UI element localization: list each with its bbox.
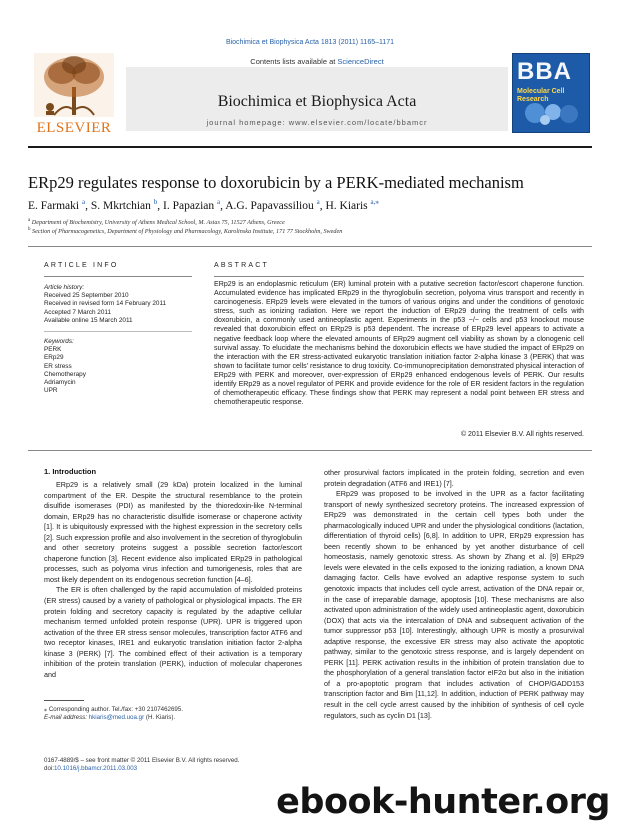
doi-line: doi:10.1016/j.bbamcr.2011.03.003: [44, 765, 138, 772]
history-label: Article history:: [44, 284, 85, 291]
keyword: Chemotherapy: [44, 370, 86, 378]
footnote-rule: [44, 700, 84, 701]
issn-line: 0167-4889/$ – see front matter © 2011 Elsevier B.V. All rights reserved.: [44, 757, 240, 764]
abstract-text: ERp29 is an endoplasmic reticulum (ER) luminal protein with a putative secretion factor/escort chaperone function. Accumulated evidence has implicated ERp29 in the thyroglobulin secretion, polyoma virus transport and recently in carcinogenesis. ERp29 levels were elevated in the tumors of various origins and under the conditions of genotoxic stress, such as ionizing radiation. Here we report the induction of ERp29 during the treatment of cells with doxorubicin, a commonly used antineoplastic agent. Experiments in the p53 −/− cells and p53 knockout mouse revealed that doxorubicin effect on ERp29 is p53 dependent. The increase of ERp29 level appears to activate a negative feedback loop where the elevated amounts of ERp29 augment cell viability as shown by a clonogenic cell survival assay. To elucidate the mechanisms behind the doxorubicin effects we have studied the impact of ERp29 on the interaction with the ER stress-activated eukaryotic translation initiation factor 2-alpha kinase 3 (PERK) that was shown to facilitate tumor cells' resistance to drug toxicity. Co-immunoprecipitation demonstrated physical interaction of ERp29 with PERK and moreover, over-expression of ERp29 enhanced endogenous levels of PERK. Our results identify ERp29 as a novel regulator of PERK and provide evidence for the role of ER resident factors in the regulation of chemotherapeutic efficacy. These findings show that PERK may represent a nodal point between ER stress and chemotherapeutic response.: [214, 280, 584, 407]
contents-line: [126, 57, 508, 66]
affiliation: $^a$ Department of Biochemistry, University of Athens Medical School, M. Asias 75, 11527 Athens, Greece: [28, 218, 285, 227]
abstract-heading: ABSTRACT: [214, 262, 269, 269]
journal-cover-thumbnail[interactable]: [512, 53, 590, 133]
journal-header-center: [126, 53, 508, 139]
author: S. Mkrtchian: [90, 199, 151, 212]
article-info-heading: ARTICLE INFO: [44, 262, 119, 269]
sciencedirect-link[interactable]: ScienceDirect: [337, 57, 384, 66]
affiliation-marker: b: [28, 227, 31, 232]
paragraph: ERp29 was proposed to be involved in the UPR as a factor facilitating transport of newly synthesized secretory proteins. The increased expression of ERp29 was demonstrated in the certain cell types both under the pharmacologically induced UPR and under the physiological conditions (lactation, differentiation of thyroid cells) [6,8]. In addition to UPR, ERp29 expression has been recently shown to be enhanced by yet another disturbance of cell homeostasis, namely genotoxic stress. As shown by Zhang et al. [9] ERp29 levels were elevated in the cells exposed to the ionizing radiation, a known DNA damaging factor. Cells have evolved an adaptive response system to such genotoxic impacts that includes cell cycle arrest, activation of the DNA repair or, in the case of irreparable damage, apoptosis [10]. These mechanisms are also activated upon administration of the widely used antineoplastic agent, doxorubicin (DOX) that acts via the intercalation of DNA and subsequent activation of the tumor suppressor p53 [10]. Interestingly, although UPR is mostly a prosurvival adaptive response, the excessive ER stress may also activate the apoptotic pathway, similar to the genotoxic stress response, and is largely dependent on PERK [11]. PERK activation results in the inhibition of protein translation due to the phosphorylation of a general translation factor eIF2α but also in the initiation of a pro-apoptotic program that includes activation of CHOP/GADD153 transcription factor and Bim [11,12]. In addition, induction of PERK pathway may result in the cell cycle arrest caused by the inhibition of synthesis of cell cycle regulators, such as cyclin D1 [13].: [324, 489, 584, 720]
doi-link[interactable]: 10.1016/j.bbamcr.2011.03.003: [53, 765, 138, 772]
keyword: ER stress: [44, 362, 72, 370]
paragraph: The ER is often challenged by the rapid accumulation of misfolded proteins (ER stress) caused by a variety of pathological or physiological impacts. The ER protein folding and secretory capacity is regulated by the adaptive cellular mechanism termed unfolded protein response (UPR). UPR is triggered upon activation of the three ER stress sensor molecules, transcription factor ATF6 and two receptor kinases, IRE1 and eukaryotic translation initiation factor 2-alpha kinase 3 (PERK) [7]. The combined effect of their activation is a temporary inhibition of the protein translation (PERK), induction of molecular chaperones and: [44, 585, 302, 679]
email-line: E-mail address: hkiaris@med.uoa.gr (H. Kiaris).: [44, 714, 176, 721]
section-heading: 1. Introduction: [44, 467, 97, 476]
divider: [28, 246, 592, 247]
footnote: [44, 706, 302, 722]
issn-block: [44, 757, 314, 773]
author: A.G. Papavassiliou: [225, 199, 314, 212]
cover-title: BBA: [517, 58, 572, 85]
keyword: ERp29: [44, 354, 64, 362]
divider: [44, 331, 192, 332]
divider: [28, 450, 592, 451]
divider: [44, 276, 192, 277]
paragraph: other prosurvival factors implicated in the protein folding, secretion and even protein degradation (ATF6 and IRE1) [7].: [324, 468, 584, 488]
keyword: UPR: [44, 387, 58, 395]
journal-homepage[interactable]: journal homepage: www.elsevier.com/locate/bbamcr: [206, 118, 428, 127]
keyword: PERK: [44, 346, 62, 354]
affiliation: $^b$ Section of Pharmacogenetics, Department of Physiology and Pharmacology, Karolinska Institute, 171 77 Stockholm, Sweden: [28, 227, 343, 236]
author-affil-marker[interactable]: a: [81, 198, 86, 206]
cover-subtitle: Molecular Cell Research: [517, 88, 565, 103]
history-item: Received 25 September 2010: [44, 292, 129, 300]
article-title: ERp29 regulates response to doxorubicin by a PERK-mediated mechanism: [28, 173, 524, 192]
keywords-label: Keywords:: [44, 338, 74, 346]
body-column-right: [324, 468, 584, 721]
author-list: E. Farmaki $^a$, S. Mkrtchian $^b$, I. Papazian $^a$, A.G. Papavassiliou $^a$, H. Kiaris $^{a,⁎}$: [28, 198, 379, 212]
copyright: © 2011 Elsevier B.V. All rights reserved.: [460, 431, 584, 438]
history-item: Available online 15 March 2011: [44, 316, 133, 324]
cover-art-icon: [521, 100, 581, 126]
author-affil-marker[interactable]: a: [217, 198, 221, 206]
watermark: ebook-hunter.org: [276, 782, 610, 822]
email-link[interactable]: hkiaris@med.uoa.gr: [88, 714, 145, 721]
elsevier-tree-icon: [34, 53, 114, 117]
author: E. Farmaki: [28, 199, 80, 212]
history-item: Received in revised form 14 February 2011: [44, 300, 167, 308]
article-info: [44, 284, 192, 395]
header-rule: [28, 146, 592, 148]
journal-title: Biochimica et Biophysica Acta: [217, 93, 417, 110]
corresponding-author: ⁎ Corresponding author. Tel./fax: +30 2107462695.: [44, 706, 184, 713]
journal-banner: [28, 53, 592, 139]
divider: [214, 276, 584, 277]
elsevier-wordmark: ELSEVIER: [36, 120, 112, 136]
contents-prefix: Contents lists available at: [250, 57, 338, 66]
journal-citation[interactable]: Biochimica et Biophysica Acta 1813 (2011) 1165–1171: [225, 39, 395, 46]
paragraph: ERp29 is a relatively small (29 kDa) protein localized in the luminal compartment of the ER. Despite the structural resemblance to the protein disulfide isomerases (PDI) as manifested by the thioredoxin-like N-terminal domain, ERp29 has no characteristic disulfide isomerase or chaperone activity [1]. It is ubiquitously expressed with the highest expression in the secretory cells [2]. Such expression profile and also involvement in the secretion of thyroglobulin and other secretory proteins suggest a possible secretion factor/escort chaperone function [3]. Recent evidence also implicated ERp29 in pathological processes, such as polyoma virus infection and tumorigenesis, roles that are most likely dependent on its endogenous secretion function [4–6].: [44, 480, 302, 584]
author-affil-marker[interactable]: a,⁎: [370, 198, 379, 206]
affiliation-marker: a: [28, 218, 31, 223]
history-item: Accepted 7 March 2011: [44, 308, 112, 316]
body-column-left: [44, 480, 302, 680]
keyword: Adriamycin: [44, 379, 76, 387]
author-affil-marker[interactable]: b: [153, 198, 158, 206]
author: I. Papazian: [163, 199, 215, 212]
author: H. Kiaris: [325, 199, 368, 212]
elsevier-logo[interactable]: [28, 53, 120, 137]
author-affil-marker[interactable]: a: [316, 198, 320, 206]
